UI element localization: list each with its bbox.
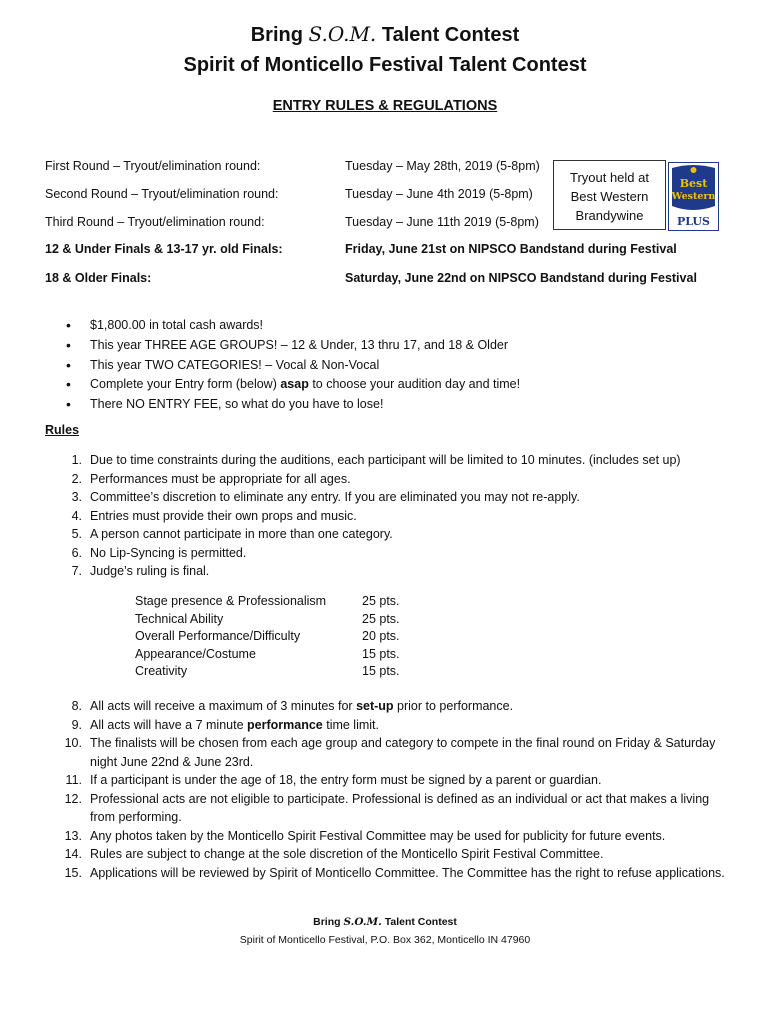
rule-number: 10. (64, 736, 82, 750)
score-points: 15 pts. (362, 646, 400, 661)
rule-item (60, 864, 730, 883)
rule-text: No Lip-Syncing is permitted. (90, 545, 247, 560)
rule-item (60, 845, 730, 864)
rule-number: 1. (71, 453, 82, 467)
rule-number: 4. (71, 508, 82, 523)
rule-number: 13. (64, 828, 82, 843)
round-label: Second Round – Tryout/elimination round: (45, 187, 279, 201)
list-item (66, 356, 520, 376)
logo-text-best: Best (679, 177, 708, 190)
score-points: 25 pts. (362, 594, 400, 608)
rule-text: Rules are subject to change at the sole discretion of the Monticello Spirit Festival Committee. (90, 847, 604, 861)
document-title (0, 19, 770, 50)
score-criterion: Appearance/Costume (135, 646, 256, 661)
rule-item (60, 488, 730, 507)
list-item (66, 395, 520, 415)
rule-text: time limit. (322, 717, 379, 732)
rule-item (60, 562, 730, 581)
rule-text: Due to time constraints during the auditions, each participant will be limited to 10 minutes. (includes set up) (90, 453, 681, 467)
rule-text: Any photos taken by the Monticello Spirit Festival Committee may be used for publicity for future events. (90, 828, 666, 843)
best-western-plus-logo-icon (668, 162, 719, 231)
rule-number: 2. (71, 471, 82, 486)
score-points: 15 pts. (362, 664, 400, 678)
rule-text: Performances must be appropriate for all ages. (90, 471, 351, 486)
round-date: Tuesday – May 28th, 2019 (5-8pm) (345, 159, 540, 173)
score-points: 20 pts. (362, 629, 400, 643)
round-date: Saturday, June 22nd on NIPSCO Bandstand during Festival (345, 271, 697, 285)
rule-text: Entries must provide their own props and music. (90, 508, 357, 523)
score-criterion: Technical Ability (135, 611, 224, 626)
rules-heading: Rules (45, 423, 80, 437)
rule-number: 14. (64, 847, 82, 861)
document-subtitle: Spirit of Monticello Festival Talent Contest (183, 54, 587, 76)
list-item (66, 336, 520, 356)
footer (0, 913, 770, 949)
list-item (66, 316, 520, 336)
round-label: 18 & Older Finals: (45, 271, 152, 285)
rule-text: All acts will receive a maximum of 3 minutes for (90, 699, 357, 713)
title-suffix: Talent Contest (376, 24, 520, 46)
round-date: Tuesday – June 4th 2019 (5-8pm) (345, 187, 533, 201)
round-date: Tuesday – June 11th 2019 (5-8pm) (345, 215, 539, 229)
round-date: Friday, June 21st on NIPSCO Bandstand during Festival (345, 242, 677, 256)
rule-bold-text: set-up (356, 699, 394, 713)
rule-number: 15. (64, 865, 82, 880)
table-row (135, 611, 415, 629)
highlights-list (66, 316, 520, 415)
score-criterion: Overall Performance/Difficulty (135, 629, 301, 643)
bullet-text: This year THREE AGE GROUPS! – 12 & Under, 13 thru 17, and 18 & Older (90, 337, 509, 352)
rule-text: If a participant is under the age of 18, the entry form must be signed by a parent or guardian. (90, 773, 602, 787)
footer-title (0, 913, 770, 931)
tryout-line: Best Western (570, 189, 649, 204)
rule-number: 12. (64, 791, 82, 806)
rule-text: A person cannot participate in more than one category. (90, 527, 393, 541)
rule-number: 11. (65, 773, 82, 787)
rule-text: Applications will be reviewed by Spirit of Monticello Committee. The Committee has the right to refuse applications. (90, 865, 725, 880)
rule-number: 5. (71, 527, 82, 541)
footer-title-prefix: Bring (313, 916, 344, 928)
section-heading: ENTRY RULES & REGULATIONS (272, 98, 498, 114)
score-points: 25 pts. (362, 611, 400, 626)
bullet-text: There NO ENTRY FEE, so what do you have to lose! (90, 397, 384, 412)
rules-list (60, 451, 730, 581)
rule-number: 3. (71, 490, 82, 504)
tryout-line: Tryout held at (569, 170, 649, 185)
footer-title-script: S.O.M. (343, 916, 382, 928)
rule-number: 6. (71, 545, 82, 560)
rule-text: prior to performance. (393, 699, 514, 713)
rule-text: The finalists will be chosen from each age group and category to compete in the final round on Friday & Saturday night June 22nd & June 23rd. (90, 736, 716, 769)
rule-item (60, 525, 730, 544)
rule-text: All acts will have a 7 minute (90, 717, 248, 732)
rule-item (60, 507, 730, 526)
rule-text: Professional acts are not eligible to participate. Professional is defined as an individual or act that makes a living from performing. (90, 791, 710, 824)
bullet-bold-text: asap (280, 377, 309, 392)
score-criterion: Creativity (135, 664, 188, 678)
table-row (135, 628, 415, 646)
rule-bold-text: performance (247, 717, 323, 732)
rule-item (60, 771, 730, 790)
round-label: 12 & Under Finals & 13-17 yr. old Finals: (45, 242, 283, 256)
rule-item (60, 470, 730, 489)
rule-text: Judge’s ruling is final. (90, 564, 210, 578)
bullet-text: Complete your Entry form (below) (90, 377, 281, 392)
round-label: First Round – Tryout/elimination round: (45, 159, 261, 173)
bullet-text: to choose your audition day and time! (308, 377, 521, 392)
scoring-table (135, 593, 415, 681)
rules-list-continued (60, 697, 730, 882)
rule-item (60, 790, 730, 827)
list-item (66, 375, 520, 395)
bullet-text: This year TWO CATEGORIES! – Vocal & Non-Vocal (90, 357, 380, 372)
rule-number: 9. (71, 717, 82, 732)
table-row (135, 646, 415, 664)
tryout-line: Brandywine (575, 208, 644, 223)
rule-text: Committee’s discretion to eliminate any entry. If you are eliminated you may not re-apply. (90, 490, 580, 504)
tryout-location-box (553, 160, 666, 230)
rule-item (60, 734, 730, 771)
rule-number: 8. (71, 699, 82, 713)
footer-address: Spirit of Monticello Festival, P.O. Box 362, Monticello IN 47960 (239, 934, 531, 946)
rule-item (60, 697, 730, 716)
bullet-text: $1,800.00 in total cash awards! (90, 318, 264, 332)
logo-text-western: Western (671, 191, 716, 202)
rule-item (60, 827, 730, 846)
logo-text-plus: PLUS (677, 215, 710, 228)
rule-number: 7. (71, 564, 82, 578)
score-criterion: Stage presence & Professionalism (135, 594, 327, 608)
footer-title-suffix: Talent Contest (381, 916, 457, 928)
table-row (135, 663, 415, 681)
title-script: S.O.M. (308, 22, 377, 46)
title-prefix: Bring (250, 24, 309, 46)
rule-item (60, 451, 730, 470)
rule-item (60, 544, 730, 563)
rule-item (60, 716, 730, 735)
round-label: Third Round – Tryout/elimination round: (45, 215, 265, 229)
table-row (135, 593, 415, 611)
